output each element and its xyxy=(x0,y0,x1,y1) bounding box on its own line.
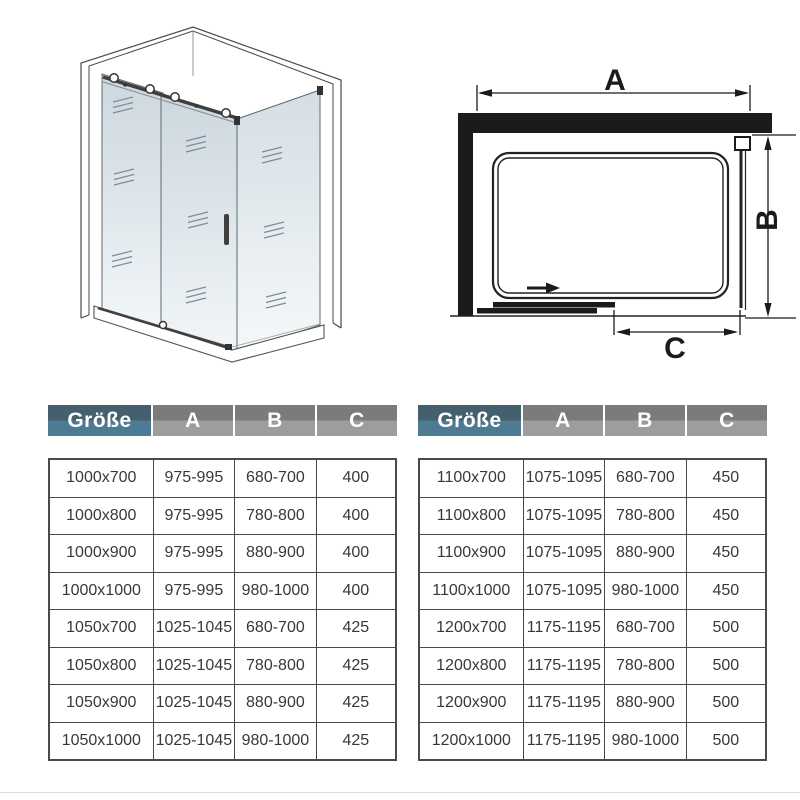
table-row xyxy=(419,459,766,497)
shower-tray-outline xyxy=(493,153,728,298)
table-cell: 1175-1195 xyxy=(523,685,605,723)
table-cell: 975-995 xyxy=(153,535,235,573)
table-cell: 880-900 xyxy=(605,685,687,723)
table-row xyxy=(419,685,766,723)
dimension-c xyxy=(614,310,740,365)
table-cell: 1075-1095 xyxy=(523,459,605,497)
table-cell: 400 xyxy=(316,572,396,610)
wall-profile-square xyxy=(735,137,750,150)
roller-wheel-icon xyxy=(171,93,179,101)
table-cell: 1000x800 xyxy=(49,497,153,535)
table-row xyxy=(49,722,396,760)
table-cell: 880-900 xyxy=(235,535,317,573)
fixed-glass-line xyxy=(741,150,746,310)
door-handle xyxy=(224,214,229,245)
table-cell: 780-800 xyxy=(605,497,687,535)
slide-direction-arrow-icon xyxy=(527,283,560,294)
table-cell: 450 xyxy=(686,572,766,610)
table-cell: 780-800 xyxy=(605,647,687,685)
dimension-label-a: A xyxy=(604,64,626,97)
size-table-right-body xyxy=(418,458,767,761)
header-cell: A xyxy=(523,405,603,436)
table-cell: 425 xyxy=(316,647,396,685)
table-cell: 1025-1045 xyxy=(153,610,235,648)
table-cell: 1000x700 xyxy=(49,459,153,497)
wall-top-bar xyxy=(458,113,772,133)
table-cell: 500 xyxy=(686,685,766,723)
table-cell: 980-1000 xyxy=(605,722,687,760)
table-cell: 450 xyxy=(686,459,766,497)
table-cell: 975-995 xyxy=(153,572,235,610)
table-row xyxy=(419,535,766,573)
table-cell: 1025-1045 xyxy=(153,685,235,723)
table-cell: 1175-1195 xyxy=(523,647,605,685)
shower-3d-illustration xyxy=(30,20,360,390)
sliding-door-bars xyxy=(477,302,615,314)
header-cell: B xyxy=(235,405,315,436)
table-cell: 500 xyxy=(686,722,766,760)
table-cell: 780-800 xyxy=(235,647,317,685)
table-cell: 450 xyxy=(686,535,766,573)
dimension-label-c: C xyxy=(664,332,686,365)
wall-left-bar xyxy=(458,133,473,316)
table-cell: 975-995 xyxy=(153,497,235,535)
header-cell: B xyxy=(605,405,685,436)
dimension-label-b: B xyxy=(751,209,784,231)
table-cell: 1050x900 xyxy=(49,685,153,723)
table-cell: 1200x900 xyxy=(419,685,523,723)
table-cell: 1075-1095 xyxy=(523,497,605,535)
table-cell: 1100x700 xyxy=(419,459,523,497)
table-cell: 1175-1195 xyxy=(523,722,605,760)
roller-wheel-icon xyxy=(110,74,118,82)
table-cell: 1075-1095 xyxy=(523,572,605,610)
roller-wheel-icon xyxy=(222,109,230,117)
header-cell-size: Größe xyxy=(418,405,521,436)
table-cell: 1000x1000 xyxy=(49,572,153,610)
table-cell: 1000x900 xyxy=(49,535,153,573)
table-cell: 1050x800 xyxy=(49,647,153,685)
table-cell: 780-800 xyxy=(235,497,317,535)
table-row xyxy=(49,535,396,573)
table-cell: 425 xyxy=(316,685,396,723)
table-cell: 1050x700 xyxy=(49,610,153,648)
table-cell: 680-700 xyxy=(605,459,687,497)
size-table-right xyxy=(418,405,767,761)
table-cell: 980-1000 xyxy=(235,572,317,610)
glass-panel-side xyxy=(237,90,320,352)
table-cell: 980-1000 xyxy=(235,722,317,760)
roller-wheel-icon xyxy=(160,322,167,329)
table-cell: 975-995 xyxy=(153,459,235,497)
table-cell: 1025-1045 xyxy=(153,722,235,760)
top-view-schematic xyxy=(440,40,800,400)
dimension-a xyxy=(477,64,750,111)
table-cell: 425 xyxy=(316,722,396,760)
table-cell: 450 xyxy=(686,497,766,535)
table-cell: 1200x700 xyxy=(419,610,523,648)
table-row xyxy=(419,610,766,648)
table-cell: 1025-1045 xyxy=(153,647,235,685)
size-table-right-header xyxy=(418,405,767,436)
dimension-b xyxy=(745,135,796,318)
table-row xyxy=(49,647,396,685)
table-row xyxy=(49,572,396,610)
table-row xyxy=(49,610,396,648)
table-cell: 1100x900 xyxy=(419,535,523,573)
table-row xyxy=(49,459,396,497)
table-row xyxy=(419,572,766,610)
table-cell: 1075-1095 xyxy=(523,535,605,573)
table-cell: 1175-1195 xyxy=(523,610,605,648)
page-bottom-divider xyxy=(0,792,800,793)
table-cell: 880-900 xyxy=(235,685,317,723)
header-cell: C xyxy=(687,405,767,436)
table-row xyxy=(49,497,396,535)
table-cell: 500 xyxy=(686,647,766,685)
table-cell: 680-700 xyxy=(605,610,687,648)
table-cell: 425 xyxy=(316,610,396,648)
table-cell: 400 xyxy=(316,535,396,573)
size-table-left-body xyxy=(48,458,397,761)
header-cell-size: Größe xyxy=(48,405,151,436)
glass-panel-fixed xyxy=(102,74,163,330)
table-cell: 980-1000 xyxy=(605,572,687,610)
table-cell: 680-700 xyxy=(235,610,317,648)
size-table-left-header xyxy=(48,405,397,436)
table-cell: 680-700 xyxy=(235,459,317,497)
table-cell: 1050x1000 xyxy=(49,722,153,760)
table-row xyxy=(49,685,396,723)
table-row xyxy=(419,497,766,535)
header-cell: A xyxy=(153,405,233,436)
table-cell: 1200x800 xyxy=(419,647,523,685)
roller-wheel-icon xyxy=(146,85,154,93)
table-cell: 1100x1000 xyxy=(419,572,523,610)
table-cell: 1200x1000 xyxy=(419,722,523,760)
table-row xyxy=(419,722,766,760)
table-row xyxy=(419,647,766,685)
table-cell: 500 xyxy=(686,610,766,648)
table-cell: 400 xyxy=(316,497,396,535)
table-cell: 400 xyxy=(316,459,396,497)
header-cell: C xyxy=(317,405,397,436)
table-cell: 880-900 xyxy=(605,535,687,573)
table-cell: 1100x800 xyxy=(419,497,523,535)
size-table-left xyxy=(48,405,397,761)
